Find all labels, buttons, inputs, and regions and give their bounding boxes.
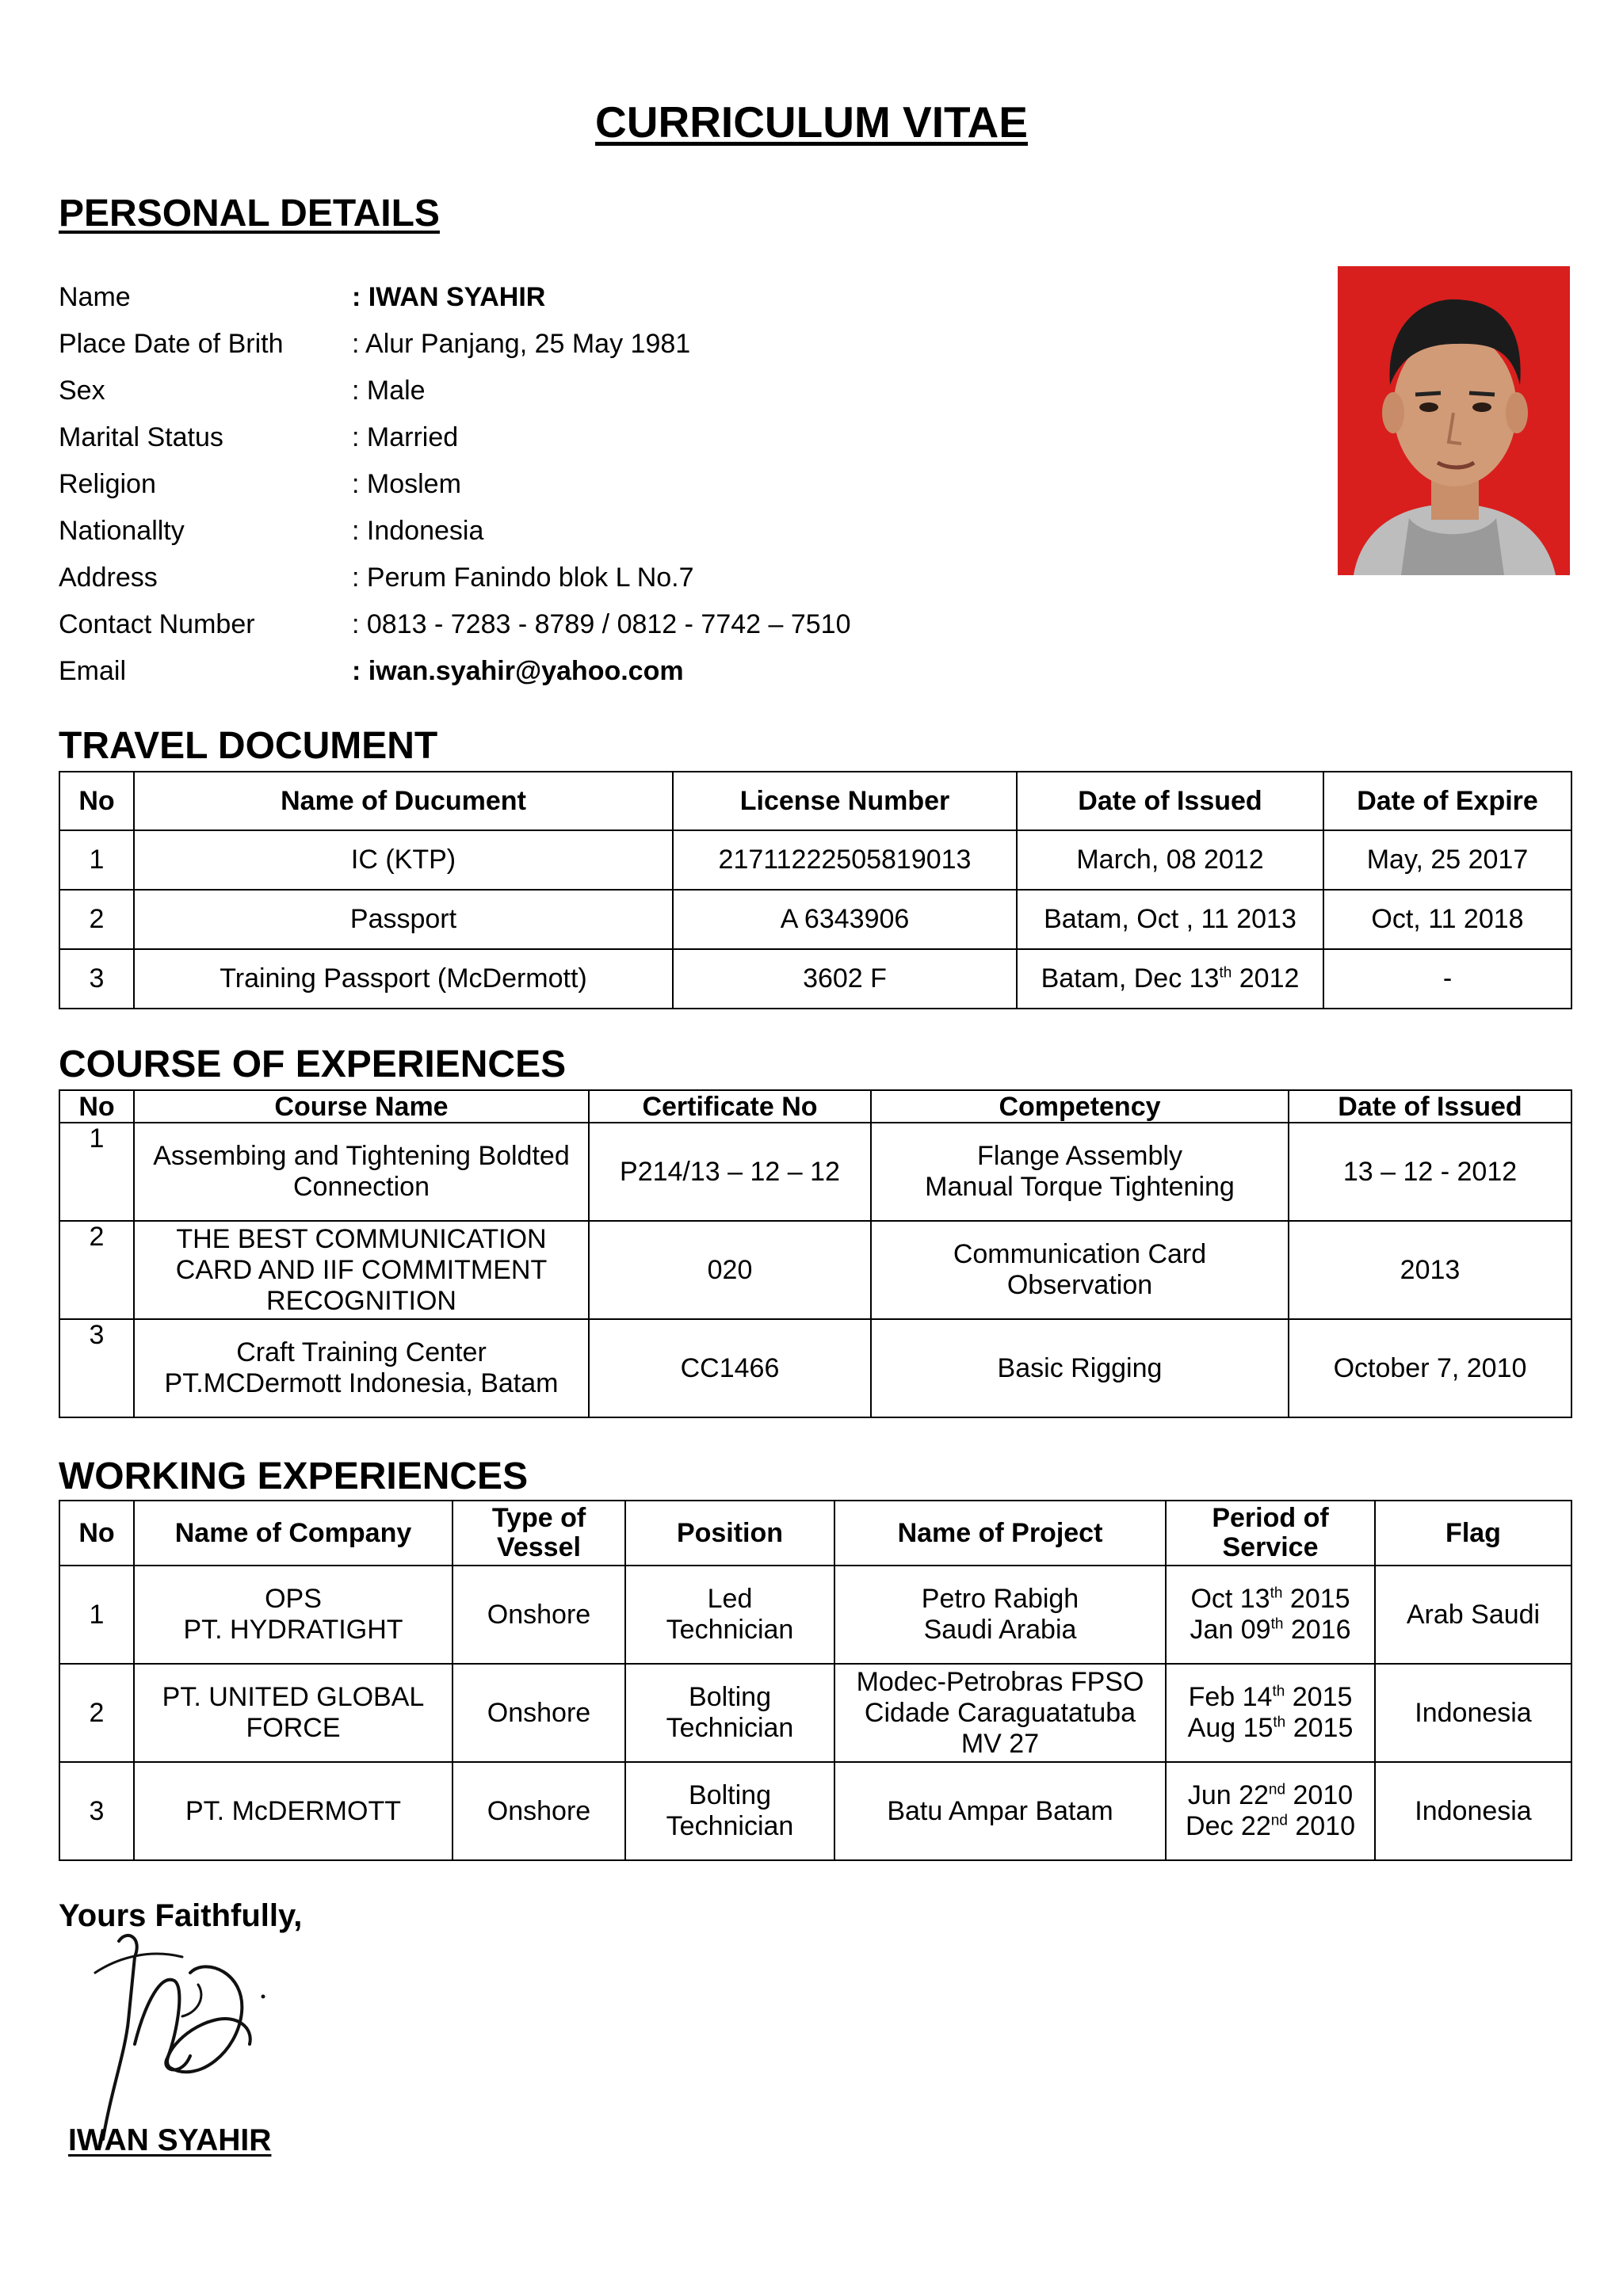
cell-line: Bolting [689, 1780, 771, 1810]
cell-line: RECOGNITION [266, 1285, 456, 1316]
table-cell: 13 – 12 - 2012 [1289, 1123, 1571, 1221]
column-header: Competency [871, 1090, 1289, 1123]
cell-line: Observation [1006, 1270, 1153, 1300]
column-header: Date of Issued [1017, 772, 1323, 830]
table-cell: P214/13 – 12 – 12 [589, 1123, 871, 1221]
table-cell: Passport [134, 890, 673, 949]
table-cell [625, 1664, 834, 1762]
personal-row-birth [59, 329, 1327, 373]
field-value: : Alur Panjang, 25 May 1981 [352, 329, 691, 359]
table-cell: PT. McDERMOTT [134, 1762, 453, 1860]
table-cell [625, 1566, 834, 1664]
personal-row-sex [59, 376, 1327, 420]
table-cell: March, 08 2012 [1017, 830, 1323, 890]
portrait-illustration [1338, 266, 1570, 575]
table-cell: 020 [589, 1221, 871, 1319]
column-header: No [59, 772, 134, 830]
table-cell: 2 [59, 1221, 134, 1319]
column-header [453, 1501, 625, 1566]
table-cell [625, 1762, 834, 1860]
field-value: : Indonesia [352, 516, 484, 546]
cell-text: 2016 [1283, 1615, 1351, 1645]
table-cell: 3 [59, 1762, 134, 1860]
travel-document-heading: TRAVEL DOCUMENT [59, 725, 438, 767]
ordinal-suffix: nd [1268, 1781, 1286, 1798]
cell-line: Assembing and Tightening Boldted [153, 1141, 570, 1171]
table-row [59, 1664, 1571, 1762]
field-label: Name [59, 282, 131, 312]
header-line: Service [1222, 1532, 1319, 1562]
page-title: CURRICULUM VITAE [595, 97, 1028, 147]
cell-text: 2015 [1282, 1584, 1350, 1614]
column-header: Certificate No [589, 1090, 871, 1123]
table-cell [871, 1221, 1289, 1319]
table-cell: Batu Ampar Batam [834, 1762, 1166, 1860]
field-label: Sex [59, 376, 105, 406]
cell-text: Oct 13 [1190, 1584, 1270, 1614]
table-cell: 2 [59, 1664, 134, 1762]
table-cell: Indonesia [1375, 1762, 1571, 1860]
cell-line: Flange Assembly [977, 1141, 1182, 1171]
column-header: No [59, 1090, 134, 1123]
cell-line: FORCE [246, 1713, 341, 1743]
column-header [1166, 1501, 1375, 1566]
cell-line: Technician [666, 1713, 794, 1743]
table-cell [134, 1123, 589, 1221]
table-cell: Batam, Oct , 11 2013 [1017, 890, 1323, 949]
table-cell: 2013 [1289, 1221, 1571, 1319]
table-cell [1166, 1566, 1375, 1664]
field-label: Marital Status [59, 422, 223, 452]
column-header: Date of Issued [1289, 1090, 1571, 1123]
field-label: Contact Number [59, 609, 255, 639]
table-cell: Onshore [453, 1566, 625, 1664]
ordinal-suffix: th [1270, 1585, 1283, 1602]
table-cell: 3602 F [673, 949, 1017, 1009]
handwritten-signature [87, 1925, 277, 2147]
cell-line: Petro Rabigh [921, 1584, 1079, 1614]
personal-row-contact [59, 609, 1327, 654]
cell-line: PT. HYDRATIGHT [183, 1615, 403, 1645]
personal-details-heading: PERSONAL DETAILS [59, 193, 440, 235]
field-value: : Perum Fanindo blok L No.7 [352, 563, 694, 593]
field-label: Address [59, 563, 158, 593]
table-cell: Oct, 11 2018 [1323, 890, 1571, 949]
cell-text: Aug 15 [1187, 1713, 1274, 1743]
personal-row-email [59, 656, 1327, 700]
ordinal-suffix: th [1270, 1615, 1284, 1633]
table-row [59, 949, 1571, 1009]
cell-text: 2010 [1287, 1811, 1355, 1841]
period-end [1171, 1811, 1369, 1842]
cell-line: PT. UNITED GLOBAL [162, 1682, 425, 1712]
cell-text: Batam, Dec 13 [1041, 963, 1220, 994]
table-cell [134, 1221, 589, 1319]
cell-line: Technician [666, 1615, 794, 1645]
cell-line: Connection [292, 1172, 430, 1202]
cell-line: Craft Training Center [236, 1337, 487, 1367]
cell-line: Communication Card [953, 1239, 1207, 1269]
table-cell: Onshore [453, 1762, 625, 1860]
cell-line: PT.MCDermott Indonesia, Batam [164, 1368, 559, 1398]
table-cell: 21711222505819013 [673, 830, 1017, 890]
table-cell [134, 1566, 453, 1664]
field-value: : Married [352, 422, 459, 452]
ordinal-suffix: th [1219, 964, 1232, 982]
column-header: Date of Expire [1323, 772, 1571, 830]
cell-line: Cidade Caraguatatuba [864, 1697, 1136, 1728]
table-cell: 1 [59, 1566, 134, 1664]
working-experiences-heading: WORKING EXPERIENCES [59, 1455, 529, 1497]
table-cell: Onshore [453, 1664, 625, 1762]
period-end [1171, 1615, 1369, 1646]
personal-row-religion [59, 469, 1327, 513]
cell-line: Modec-Petrobras FPSO [856, 1666, 1144, 1697]
table-cell [1166, 1762, 1375, 1860]
table-cell [871, 1123, 1289, 1221]
table-cell [834, 1664, 1166, 1762]
personal-row-address [59, 563, 1327, 607]
table-cell [134, 1664, 453, 1762]
cell-text: 2010 [1285, 1780, 1354, 1810]
table-cell: CC1466 [589, 1319, 871, 1417]
course-experiences-heading: COURSE OF EXPERIENCES [59, 1043, 567, 1085]
table-cell: Arab Saudi [1375, 1566, 1571, 1664]
cell-line: Technician [666, 1811, 794, 1841]
column-header: Course Name [134, 1090, 589, 1123]
personal-row-marital [59, 422, 1327, 467]
cell-line: THE BEST COMMUNICATION [176, 1223, 547, 1254]
column-header: License Number [673, 772, 1017, 830]
table-header-row [59, 1501, 1571, 1566]
table-cell: IC (KTP) [134, 830, 673, 890]
table-row [59, 1566, 1571, 1664]
table-cell: Indonesia [1375, 1664, 1571, 1762]
table-cell [134, 1319, 589, 1417]
field-value: : IWAN SYAHIR [352, 282, 546, 312]
field-label: Place Date of Brith [59, 329, 284, 359]
table-header-row [59, 1090, 1571, 1123]
closing-salutation: Yours Faithfully, [59, 1898, 303, 1933]
ordinal-suffix: th [1273, 1714, 1286, 1731]
column-header: Name of Company [134, 1501, 453, 1566]
table-row [59, 830, 1571, 890]
ordinal-suffix: nd [1270, 1812, 1288, 1829]
cell-text: Jan 09 [1190, 1615, 1271, 1645]
column-header: No [59, 1501, 134, 1566]
cell-text: Feb 14 [1188, 1682, 1273, 1712]
field-label: Nationallty [59, 516, 185, 546]
travel-document-table [59, 771, 1572, 1009]
cell-text: 2015 [1285, 1682, 1353, 1712]
field-label: Email [59, 656, 127, 686]
table-cell [1166, 1664, 1375, 1762]
field-value: : 0813 - 7283 - 8789 / 0812 - 7742 – 7510 [352, 609, 851, 639]
cell-line: CARD AND IIF COMMITMENT [175, 1254, 548, 1285]
personal-row-nationality [59, 516, 1327, 560]
table-cell: - [1323, 949, 1571, 1009]
table-header-row [59, 772, 1571, 830]
column-header: Name of Ducument [134, 772, 673, 830]
table-row [59, 890, 1571, 949]
field-value: : iwan.syahir@yahoo.com [352, 656, 684, 686]
column-header: Position [625, 1501, 834, 1566]
cell-line: Led [707, 1584, 753, 1614]
table-row [59, 1319, 1571, 1417]
table-row [59, 1221, 1571, 1319]
cell-line: Saudi Arabia [923, 1615, 1077, 1645]
header-line: Vessel [497, 1532, 581, 1562]
table-cell: 3 [59, 1319, 134, 1417]
ordinal-suffix: th [1272, 1683, 1285, 1700]
profile-photo [1338, 266, 1570, 575]
table-row [59, 1123, 1571, 1221]
header-line: Type of [491, 1503, 586, 1533]
period-start [1171, 1682, 1369, 1713]
working-table [59, 1500, 1572, 1861]
column-header: Flag [1375, 1501, 1571, 1566]
table-cell: Basic Rigging [871, 1319, 1289, 1417]
signatory-name: IWAN SYAHIR [68, 2123, 272, 2157]
table-cell: 1 [59, 830, 134, 890]
table-cell: 3 [59, 949, 134, 1009]
cell-line: Bolting [689, 1682, 771, 1712]
cell-text: 2012 [1232, 963, 1300, 994]
period-start [1171, 1584, 1369, 1615]
table-cell: 2 [59, 890, 134, 949]
table-row [59, 1762, 1571, 1860]
field-label: Religion [59, 469, 156, 499]
table-cell: A 6343906 [673, 890, 1017, 949]
cell-text: Jun 22 [1187, 1780, 1269, 1810]
table-cell: 1 [59, 1123, 134, 1221]
field-value: : Moslem [352, 469, 461, 499]
cell-text: Dec 22 [1186, 1811, 1271, 1841]
table-cell [1017, 949, 1323, 1009]
table-cell: October 7, 2010 [1289, 1319, 1571, 1417]
cell-text: 2015 [1285, 1713, 1354, 1743]
column-header: Name of Project [834, 1501, 1166, 1566]
course-table [59, 1089, 1572, 1418]
cell-line: OPS [265, 1584, 322, 1614]
period-end [1171, 1713, 1369, 1744]
cell-line: MV 27 [960, 1728, 1040, 1759]
table-cell [834, 1566, 1166, 1664]
cell-line: Manual Torque Tightening [925, 1172, 1235, 1202]
header-line: Period of [1212, 1503, 1329, 1533]
personal-row-name [59, 282, 1327, 326]
period-start [1171, 1780, 1369, 1811]
table-cell: Training Passport (McDermott) [134, 949, 673, 1009]
table-cell: May, 25 2017 [1323, 830, 1571, 890]
field-value: : Male [352, 376, 426, 406]
